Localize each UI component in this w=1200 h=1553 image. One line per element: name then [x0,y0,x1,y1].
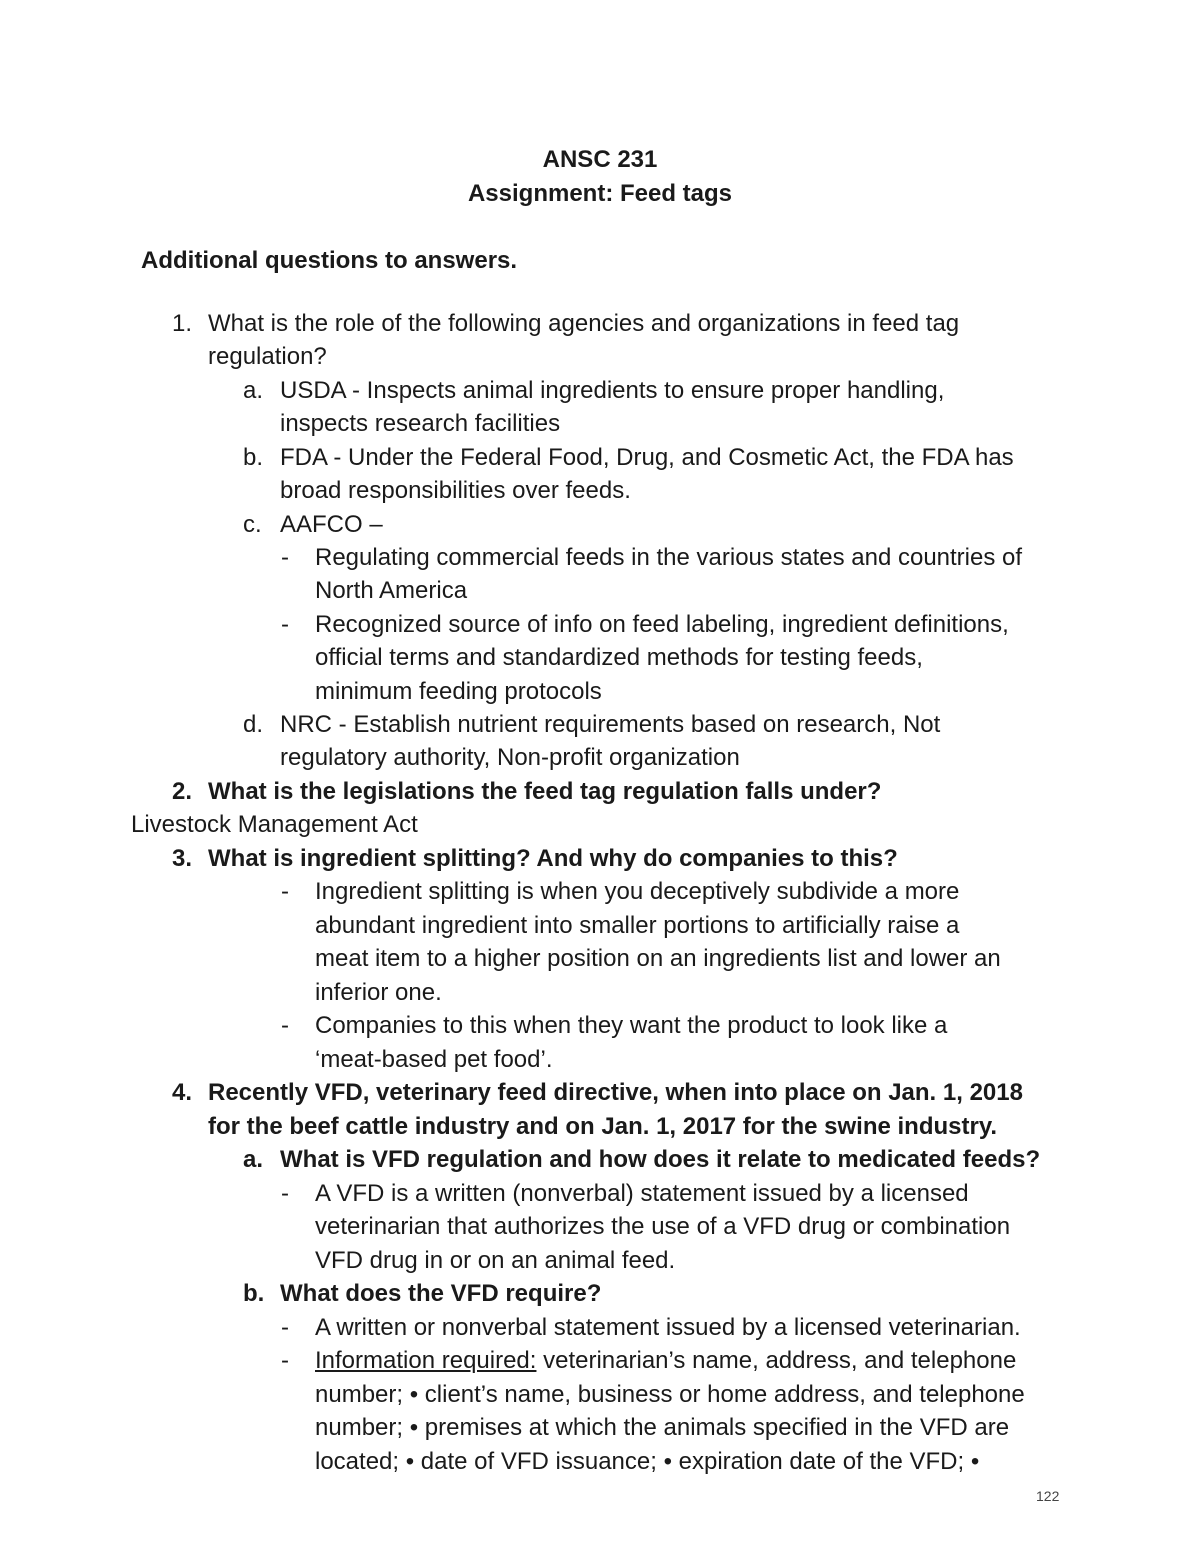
q4-b-bullet2-line1 [315,1344,1016,1378]
q1-b-marker: b. [243,444,264,471]
q1-a-line2: inspects research facilities [280,410,561,437]
dash-bullet: - [281,1180,289,1207]
q2-number: 2. [172,778,193,805]
q1-c-line1: AAFCO – [280,511,383,538]
q4-a-bullet1-line2: veterinarian that authorizes the use of a VFD drug or combination [315,1213,1011,1240]
dash-bullet: - [281,878,289,905]
dash-bullet: - [281,1012,289,1039]
q1-text-line2: regulation? [208,343,327,370]
q3-bullet2-line1: Companies to this when they want the product to look like a [315,1012,948,1039]
q1-c-bullet1-line2: North America [315,577,468,604]
q1-d-marker: d. [243,711,264,738]
q1-c-bullet2-line1: Recognized source of info on feed labeling, ingredient definitions, [315,611,1009,638]
q4-a-marker: a. [243,1146,264,1173]
q3-bullet1-line2: abundant ingredient into smaller portions to artificially raise a [315,912,960,939]
q4-b-bullet1: A written or nonverbal statement issued by a licensed veterinarian. [315,1314,1021,1341]
q1-a-line1: USDA - Inspects animal ingredients to ensure proper handling, [280,377,945,404]
q1-c-bullet2-line3: minimum feeding protocols [315,678,602,705]
q1-c-marker: c. [243,511,262,538]
q1-c-bullet2-line2: official terms and standardized methods for testing feeds, [315,644,923,671]
q1-c-bullet1-line1: Regulating commercial feeds in the various states and countries of [315,544,1023,571]
q2-text: What is the legislations the feed tag regulation falls under? [208,778,882,805]
dash-bullet: - [281,1314,289,1341]
q3-bullet1-line4: inferior one. [315,979,442,1006]
q3-text: What is ingredient splitting? And why do companies to this? [208,845,898,872]
q4-b-bullet2-line2: number; • client’s name, business or home address, and telephone [315,1381,1025,1408]
intro-heading: Additional questions to answers. [141,247,518,274]
course-title: ANSC 231 [542,146,658,173]
page-number: 122 [1036,1488,1060,1504]
q1-number: 1. [172,310,193,337]
q4-a-bullet1-line3: VFD drug in or on an animal feed. [315,1247,676,1274]
q4-a-bullet1-line1: A VFD is a written (nonverbal) statement issued by a licensed [315,1180,969,1207]
q4-number: 4. [172,1079,193,1106]
dash-bullet: - [281,611,289,638]
q4-text-line1: Recently VFD, veterinary feed directive, when into place on Jan. 1, 2018 [208,1079,1023,1106]
q1-d-line2: regulatory authority, Non-profit organization [280,744,740,771]
q3-bullet2-line2: ‘meat-based pet food’. [315,1046,553,1073]
q1-d-line1: NRC - Establish nutrient requirements based on research, Not [280,711,941,738]
q4-b-text: What does the VFD require? [280,1280,602,1307]
q1-text-line1: What is the role of the following agencies and organizations in feed tag [208,310,960,337]
q4-b-bullet2-line3: number; • premises at which the animals specified in the VFD are [315,1414,1010,1441]
dash-bullet: - [281,1347,289,1374]
q1-b-line2: broad responsibilities over feeds. [280,477,631,504]
q2-answer: Livestock Management Act [131,811,418,838]
q1-b-line1: FDA - Under the Federal Food, Drug, and Cosmetic Act, the FDA has [280,444,1014,471]
q4-a-text: What is VFD regulation and how does it relate to medicated feeds? [280,1146,1041,1173]
q3-bullet1-line3: meat item to a higher position on an ingredients list and lower an [315,945,1001,972]
dash-bullet: - [281,544,289,571]
info-required-text: veterinarian’s name, address, and telephone [536,1347,1017,1374]
info-required-label: Information required: [315,1347,537,1374]
assignment-title: Assignment: Feed tags [467,180,733,207]
q1-a-marker: a. [243,377,264,404]
q4-b-marker: b. [243,1280,265,1307]
q4-b-bullet2-line4: located; • date of VFD issuance; • expiration date of the VFD; • [315,1448,980,1475]
q3-number: 3. [172,845,193,872]
q3-bullet1-line1: Ingredient splitting is when you deceptively subdivide a more [315,878,960,905]
q4-text-line2: for the beef cattle industry and on Jan. 1, 2017 for the swine industry. [208,1113,998,1140]
